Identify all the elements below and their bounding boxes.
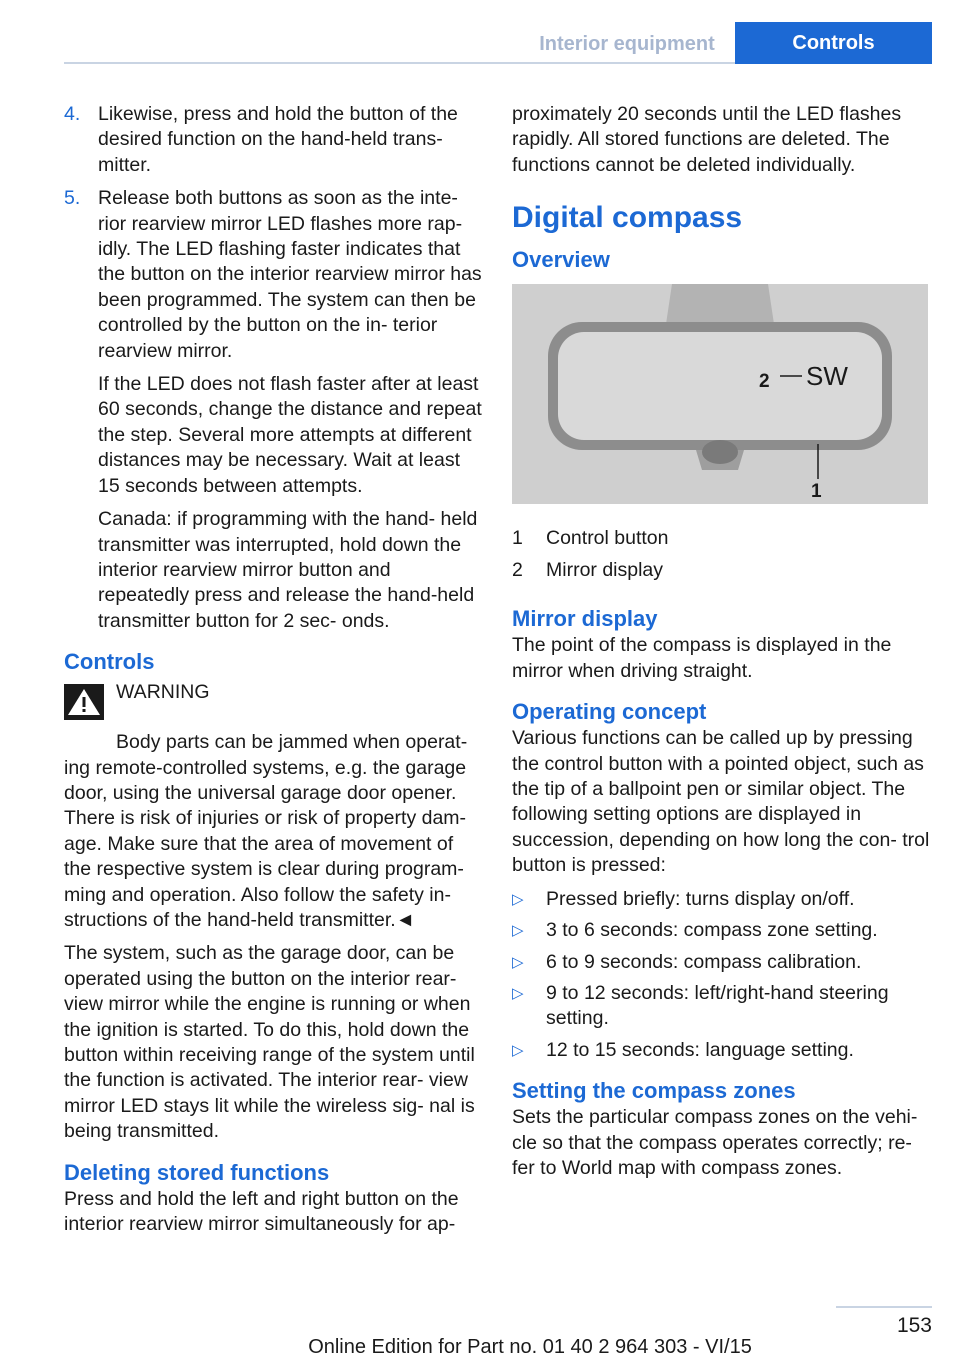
legend-item <box>512 526 932 551</box>
step-5 <box>64 186 482 364</box>
list-item: ▷ 6 to 9 seconds: compass calibration. <box>512 950 932 975</box>
mirror-illustration <box>512 284 928 504</box>
overview-heading: Overview <box>512 247 610 273</box>
note-led-retry: If the LED does not flash faster after at least 60 seconds, change the distance and repeat the step. Several more attempts at different distances may be necessary. Wait at least 15 seconds between attempts. <box>98 373 482 497</box>
legend-number: 2 <box>512 559 523 582</box>
figure-callout-1: 1 <box>811 481 822 503</box>
legend-label: Control button <box>546 526 669 549</box>
warning-body: Body parts can be jammed when operat‐ ing remote-controlled systems, e.g. the garage door, using the universal garage door opener. There is risk of injuries or risk of property dam‐ age. Make sure that the area of movement of the respective system is clear during program‐ ming and operation. Also follow the safety in‐ structions of the hand-held transmitter.◄ <box>64 731 468 931</box>
step-number: 4. <box>64 103 81 125</box>
footer-edition: Online Edition for Part no. 01 40 2 964 303 - VI/15 <box>308 1336 752 1358</box>
compass-zones-heading: Setting the compass zones <box>512 1078 796 1104</box>
triangle-bullet-icon: ▷ <box>512 984 524 1002</box>
header-chapter-tab: Controls <box>735 22 932 64</box>
step-text: Likewise, press and hold the button of the desired function on the hand-held trans‐ mitter. <box>98 103 458 176</box>
compass-zones-paragraph: Sets the particular compass zones on the vehi‐ cle so that the compass operates correctly; re‐ fer to World map with compass zones. <box>512 1106 918 1179</box>
triangle-bullet-icon: ▷ <box>512 890 524 908</box>
triangle-bullet-icon: ▷ <box>512 953 524 971</box>
continued-paragraph: proximately 20 seconds until the LED flashes rapidly. All stored functions are deleted. The functions cannot be deleted individually. <box>512 103 902 176</box>
deleting-paragraph: Press and hold the left and right button on the interior rearview mirror simultaneously for ap‐ <box>64 1187 459 1236</box>
controls-heading: Controls <box>64 649 155 675</box>
legend-label: Mirror display <box>546 559 664 582</box>
right-column <box>512 102 932 1189</box>
left-column <box>64 102 482 1245</box>
step-4 <box>64 102 482 178</box>
list-item: ▷ 9 to 12 seconds: left/right-hand steering setting. <box>512 981 932 1032</box>
list-item: ▷ 12 to 15 seconds: language setting. <box>512 1038 932 1063</box>
figure-callout-2: 2 <box>759 371 770 393</box>
mirror-display-heading: Mirror display <box>512 606 658 632</box>
operating-concept-heading: Operating concept <box>512 699 707 725</box>
header-section: Interior equipment <box>539 33 715 55</box>
legend-number: 1 <box>512 526 523 549</box>
warning-box <box>64 680 482 730</box>
system-paragraph: The system, such as the garage door, can be operated using the button on the interior rear‐ view mirror while the engine is running or when the ignition is started. To do this, hold down the button within receiving range of the system until the function is activated. The interior rear‐ view mirror LED stays lit while the wireless sig‐ nal is being transmitted. <box>64 942 475 1143</box>
triangle-bullet-icon: ▷ <box>512 922 524 940</box>
triangle-bullet-icon: ▷ <box>512 1041 524 1059</box>
page-number: 153 <box>896 1314 932 1337</box>
compass-heading: Digital compass <box>512 201 743 235</box>
warning-title: WARNING <box>116 681 210 704</box>
step-number: 5. <box>64 187 81 210</box>
mirror-display-text: SW <box>806 361 848 392</box>
footer-rule <box>836 1306 932 1308</box>
warning-icon <box>64 684 104 720</box>
list-item: ▷ 3 to 6 seconds: compass zone setting. <box>512 918 932 943</box>
note-canada: Canada: if programming with the hand- held transmitter was interrupted, hold down the interior rearview mirror button and repeatedly press and release the hand-held transmitter button for 2 sec‐ onds. <box>98 508 478 632</box>
mirror-display-paragraph: The point of the compass is displayed in the mirror when driving straight. <box>512 634 892 682</box>
deleting-heading: Deleting stored functions <box>64 1159 330 1185</box>
list-item: ▷ Pressed briefly: turns display on/off. <box>512 887 932 912</box>
legend-item <box>512 558 932 583</box>
operating-concept-paragraph: Various functions can be called up by pressing the control button with a pointed object, such as the tip of a ballpoint pen or similar object. The following setting options are displayed in succession, depending on how long the con‐ trol button is pressed: <box>512 727 930 877</box>
step-text: Release both buttons as soon as the inte‐ rior rearview mirror LED flashes more rap‐ idly. The LED flashing faster indicates that the button on the interior rearview mirror has been programmed. The system can then be controlled by the button on the in‐ terior rearview mirror. <box>98 187 482 362</box>
